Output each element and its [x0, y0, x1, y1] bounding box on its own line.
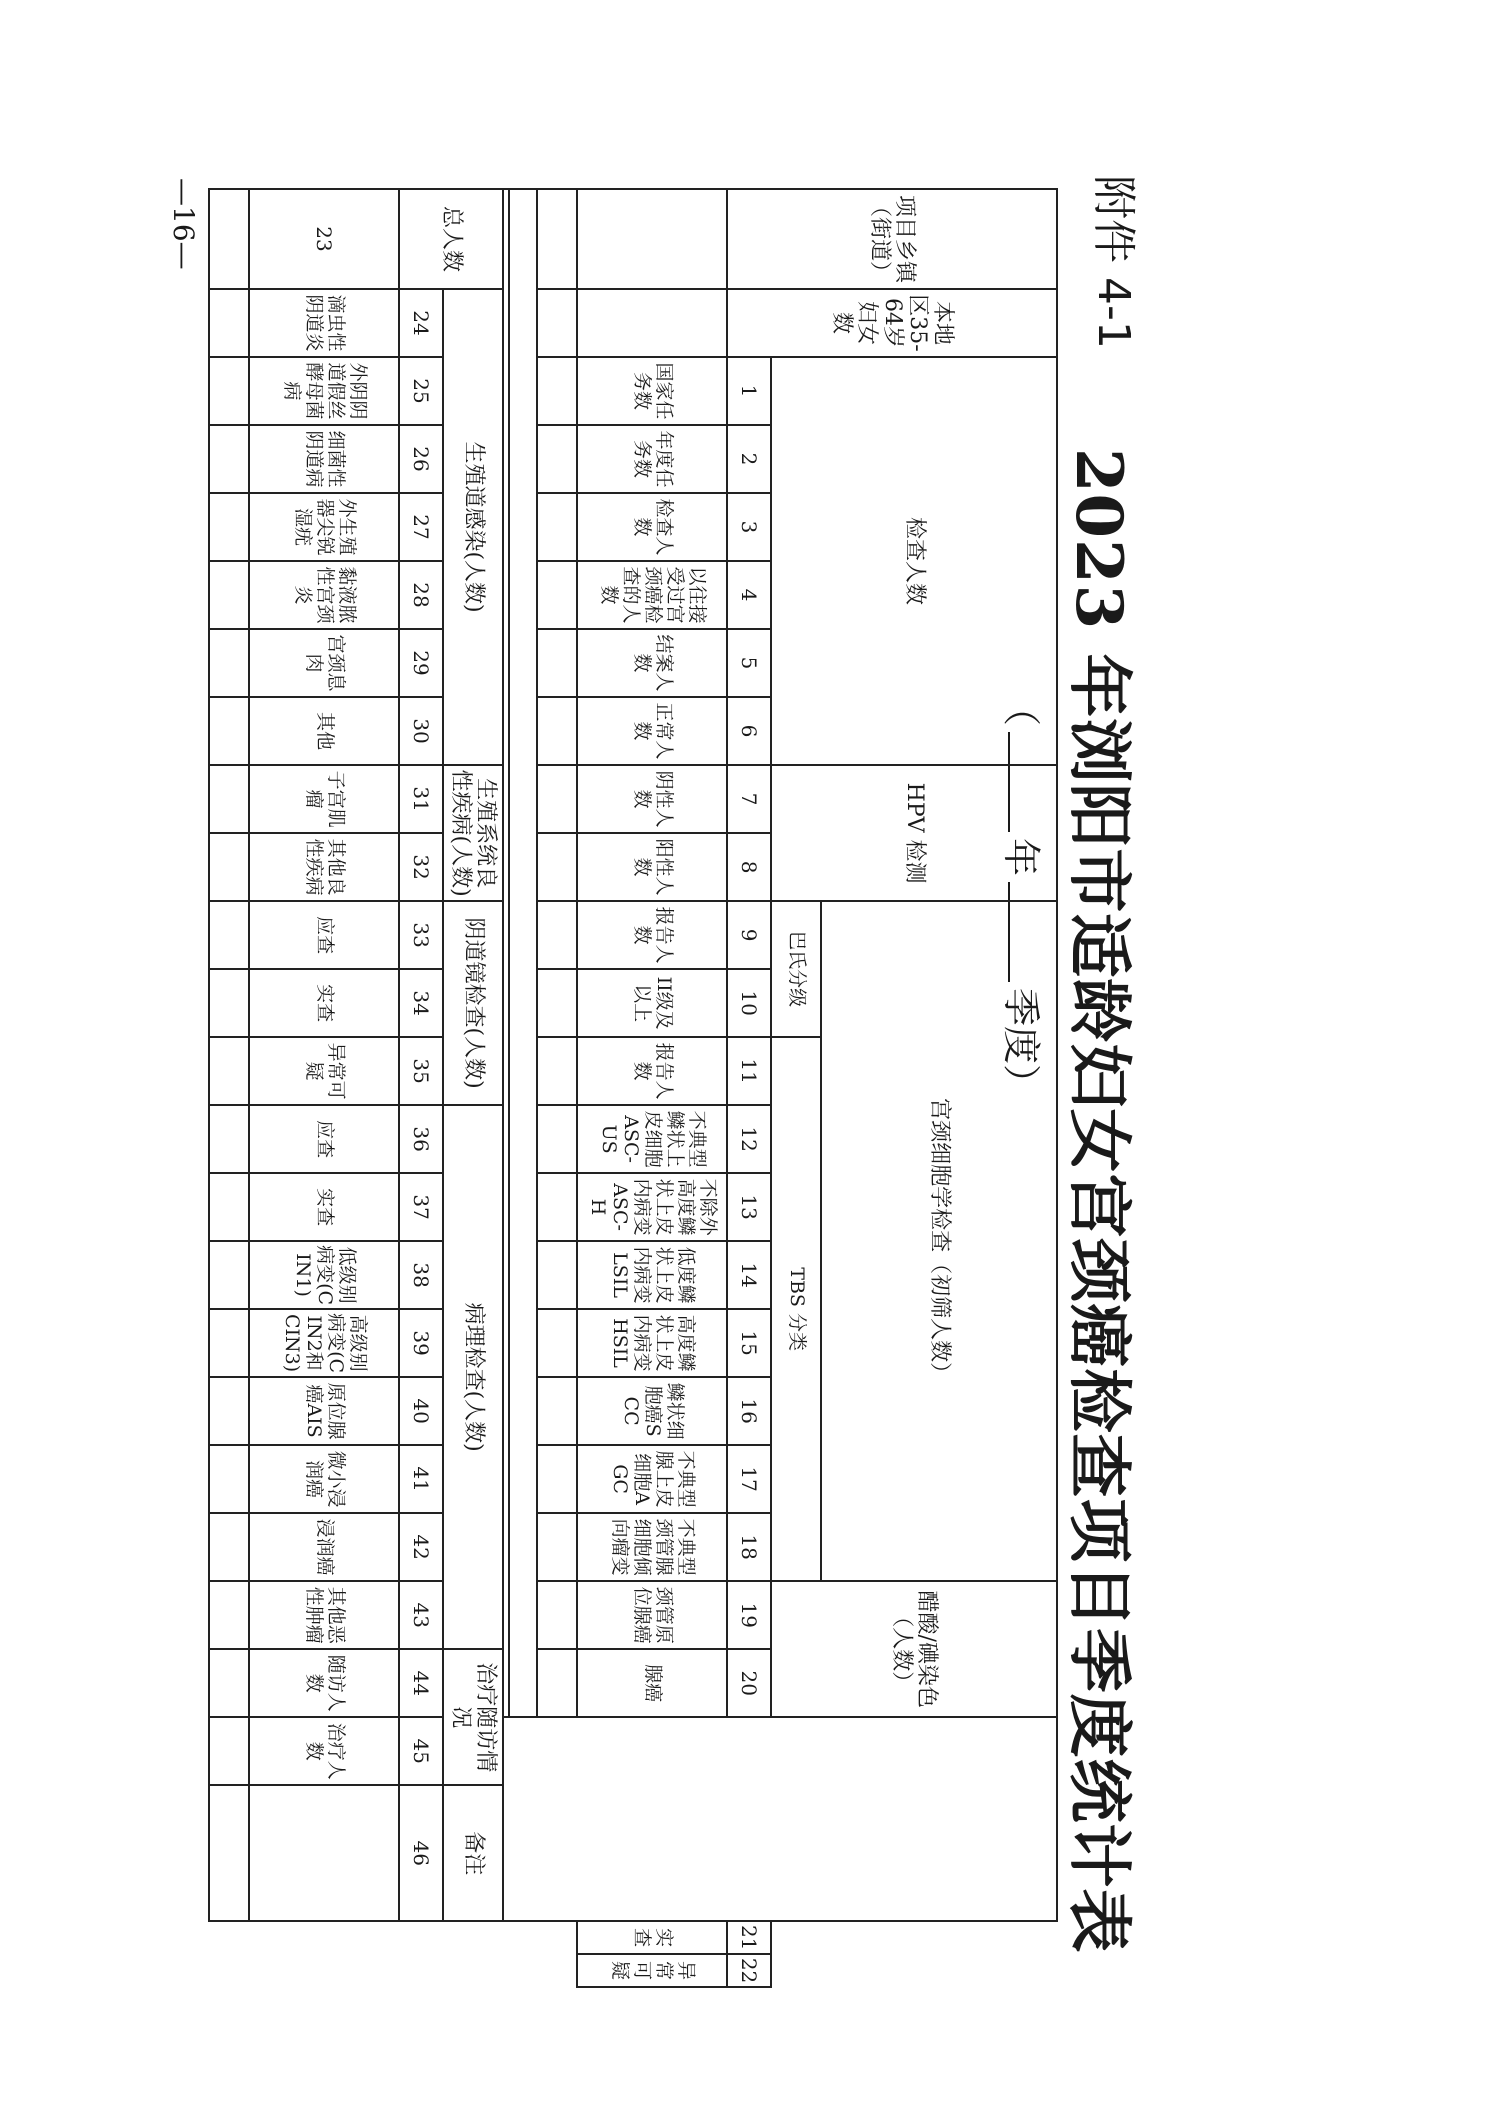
data-cell	[537, 1173, 577, 1241]
column-header: 不典型腺上皮细胞AGC	[577, 1445, 727, 1513]
data-cell	[209, 697, 249, 765]
column-header: 细菌性阴道病	[249, 425, 399, 493]
data-cell	[537, 833, 577, 901]
header-total: 总人数	[399, 189, 503, 289]
statistics-table-rotated	[208, 188, 1058, 1988]
column-header: 正常人数	[577, 697, 727, 765]
data-cell	[209, 969, 249, 1037]
column-header: 浸润癌	[249, 1513, 399, 1581]
column-header: 外阴阴道假丝酵母菌病	[249, 357, 399, 425]
column-header: 不典型颈管腺细胞倾向瘤变	[577, 1513, 727, 1581]
data-cell	[209, 189, 249, 289]
col-number: 39	[399, 1309, 443, 1377]
column-header: 其他恶性肿瘤	[249, 1581, 399, 1649]
data-cell	[537, 629, 577, 697]
column-header: 低度鳞状上皮内病变LSIL	[577, 1241, 727, 1309]
page-title: 2023 年浏阳市适龄妇女宫颈癌检查项目季度统计表	[1061, 448, 1136, 1954]
bottom-group-row	[443, 189, 503, 1987]
col-number: 43	[399, 1581, 443, 1649]
group-pathology: 病理检查(人数)	[443, 1105, 503, 1649]
data-cell	[209, 357, 249, 425]
column-header: 实查	[249, 969, 399, 1037]
col-number: 4	[727, 561, 771, 629]
col-number: 35	[399, 1037, 443, 1105]
data-cell	[209, 1309, 249, 1377]
period-open: （	[999, 688, 1043, 727]
column-header: 其他	[249, 697, 399, 765]
group-followup: 治疗随访情况	[443, 1649, 503, 1785]
column-header: 国家任务数	[577, 357, 727, 425]
group-papanicolaou: 巴氏分级	[771, 901, 821, 1037]
col-number: 6	[727, 697, 771, 765]
data-cell	[209, 901, 249, 969]
group-cytology: 宫颈细胞学检查（初筛人数）	[821, 901, 1057, 1581]
data-cell	[209, 493, 249, 561]
column-header: 异常可疑	[249, 1037, 399, 1105]
column-header: 腺癌	[577, 1649, 727, 1717]
data-cell	[209, 629, 249, 697]
column-header: II级及以上	[577, 969, 727, 1037]
spacer-cell	[509, 189, 537, 1717]
header-women-count: 本地区35-64岁妇女数	[727, 289, 1057, 357]
col-number: 45	[399, 1717, 443, 1785]
column-header: 不典型鳞状上皮细胞ASC-US	[577, 1105, 727, 1173]
data-cell	[537, 561, 577, 629]
blank-area	[503, 1717, 1057, 1921]
column-header: 其他良性疾病	[249, 833, 399, 901]
column-header: 低级别病变(CIN1)	[249, 1241, 399, 1309]
data-cell	[537, 425, 577, 493]
column-header: 异常可疑	[577, 1954, 727, 1987]
data-cell	[209, 1037, 249, 1105]
data-cell	[209, 1581, 249, 1649]
col-number: 34	[399, 969, 443, 1037]
data-cell	[209, 1785, 249, 1921]
remark-cell	[249, 1785, 399, 1921]
column-header: 应查	[249, 901, 399, 969]
column-header: 颈管原位腺癌	[577, 1581, 727, 1649]
data-cell	[537, 1309, 577, 1377]
top-group-row	[821, 189, 1057, 1987]
col-number: 41	[399, 1445, 443, 1513]
data-cell	[537, 969, 577, 1037]
township-cell	[577, 189, 727, 289]
column-header: 不除外高度鳞状上皮内病变ASC-H	[577, 1173, 727, 1241]
column-header: 以往接受过宫颈癌检查的人数	[577, 561, 727, 629]
column-header: 随访人数	[249, 1649, 399, 1717]
col-number: 16	[727, 1377, 771, 1445]
group-acetic: 醋酸/碘染色（人数）	[771, 1581, 1057, 1717]
bottom-column-label-row	[249, 189, 399, 1987]
column-header: 滴虫性阴道炎	[249, 289, 399, 357]
data-cell	[537, 1649, 577, 1717]
column-header: 鳞状细胞癌SCC	[577, 1377, 727, 1445]
column-header: 黏液脓性宫颈炎	[249, 561, 399, 629]
col-number: 25	[399, 357, 443, 425]
column-header: 实查	[249, 1173, 399, 1241]
data-cell	[209, 765, 249, 833]
data-cell	[537, 1377, 577, 1445]
header-township: 项目乡镇（街道）	[727, 189, 1057, 289]
data-cell	[209, 289, 249, 357]
col-number: 33	[399, 901, 443, 969]
col-number: 3	[727, 493, 771, 561]
col-number: 44	[399, 1649, 443, 1717]
column-header: 子宫肌瘤	[249, 765, 399, 833]
col-number: 46	[399, 1785, 443, 1921]
data-cell	[209, 1173, 249, 1241]
statistics-table	[208, 188, 1058, 1988]
page-number: —16—	[167, 178, 200, 270]
column-header: 宫颈息肉	[249, 629, 399, 697]
data-cell	[537, 1241, 577, 1309]
column-header: 阴性人数	[577, 765, 727, 833]
group-infection: 生殖道感染(人数)	[443, 289, 503, 765]
group-hpv: HPV 检测	[771, 765, 1057, 901]
col-number: 17	[727, 1445, 771, 1513]
col-number: 38	[399, 1241, 443, 1309]
col-number: 21	[727, 1921, 771, 1954]
col-number: 23	[249, 189, 399, 289]
column-header: 高级别病变(CIN2和CIN3)	[249, 1309, 399, 1377]
data-cell	[537, 1581, 577, 1649]
data-cell	[537, 1037, 577, 1105]
annex-label: 附件 4-1	[1088, 175, 1139, 349]
col-number: 11	[727, 1037, 771, 1105]
col-number: 27	[399, 493, 443, 561]
column-header: 原位腺癌AIS	[249, 1377, 399, 1445]
column-header: 结案人数	[577, 629, 727, 697]
column-header: 阳性人数	[577, 833, 727, 901]
col-number: 15	[727, 1309, 771, 1377]
spacer-cell	[503, 189, 509, 1717]
group-remark: 备注	[443, 1785, 503, 1921]
data-cell	[209, 425, 249, 493]
col-number: 31	[399, 765, 443, 833]
column-header: 高度鳞状上皮内病变HSIL	[577, 1309, 727, 1377]
group-tbs: TBS 分类	[771, 1037, 821, 1581]
data-cell	[209, 1513, 249, 1581]
data-cell	[537, 901, 577, 969]
col-number: 22	[727, 1954, 771, 1987]
column-header: 治疗人数	[249, 1717, 399, 1785]
data-cell	[209, 561, 249, 629]
col-number: 19	[727, 1581, 771, 1649]
column-header: 应查	[249, 1105, 399, 1173]
period-quarter: 季度）	[999, 988, 1043, 1103]
col-number: 14	[727, 1241, 771, 1309]
col-number: 9	[727, 901, 771, 969]
group-benign: 生殖系统良性疾病(人数)	[443, 765, 503, 901]
col-number: 13	[727, 1173, 771, 1241]
data-cell	[537, 493, 577, 561]
col-number: 18	[727, 1513, 771, 1581]
women-count-cell	[577, 289, 727, 357]
col-number: 32	[399, 833, 443, 901]
data-cell	[209, 1241, 249, 1309]
data-cell	[537, 357, 577, 425]
data-cell	[537, 289, 577, 357]
col-number: 7	[727, 765, 771, 833]
col-number: 42	[399, 1513, 443, 1581]
data-cell	[537, 765, 577, 833]
data-cell	[537, 189, 577, 289]
data-cell	[209, 1649, 249, 1717]
col-number: 10	[727, 969, 771, 1037]
column-header: 微小浸润癌	[249, 1445, 399, 1513]
data-cell	[209, 1105, 249, 1173]
column-header: 检查人数	[577, 493, 727, 561]
col-number: 5	[727, 629, 771, 697]
col-number: 28	[399, 561, 443, 629]
group-colposcopy: 阴道镜检查(人数)	[443, 901, 503, 1105]
col-number: 20	[727, 1649, 771, 1717]
column-header: 报告人数	[577, 1037, 727, 1105]
data-cell	[537, 697, 577, 765]
col-number: 8	[727, 833, 771, 901]
data-cell	[209, 1377, 249, 1445]
col-number: 1	[727, 357, 771, 425]
data-cell	[209, 1445, 249, 1513]
col-number: 40	[399, 1377, 443, 1445]
data-cell	[209, 1717, 249, 1785]
col-number: 12	[727, 1105, 771, 1173]
period-year: 年	[999, 838, 1043, 877]
bottom-number-row	[399, 189, 443, 1987]
col-number: 30	[399, 697, 443, 765]
column-header: 实查	[577, 1921, 727, 1954]
column-header: 外生殖器尖锐湿疣	[249, 493, 399, 561]
col-number: 2	[727, 425, 771, 493]
col-number: 37	[399, 1173, 443, 1241]
col-number: 29	[399, 629, 443, 697]
data-cell	[209, 833, 249, 901]
col-number: 36	[399, 1105, 443, 1173]
column-header: 年度任务数	[577, 425, 727, 493]
data-cell	[537, 1105, 577, 1173]
bottom-data-row	[209, 189, 249, 1987]
data-cell	[537, 1513, 577, 1581]
data-cell	[537, 1445, 577, 1513]
col-number: 24	[399, 289, 443, 357]
group-exam: 检查人数	[771, 357, 1057, 765]
col-number: 26	[399, 425, 443, 493]
column-header: 报告人数	[577, 901, 727, 969]
